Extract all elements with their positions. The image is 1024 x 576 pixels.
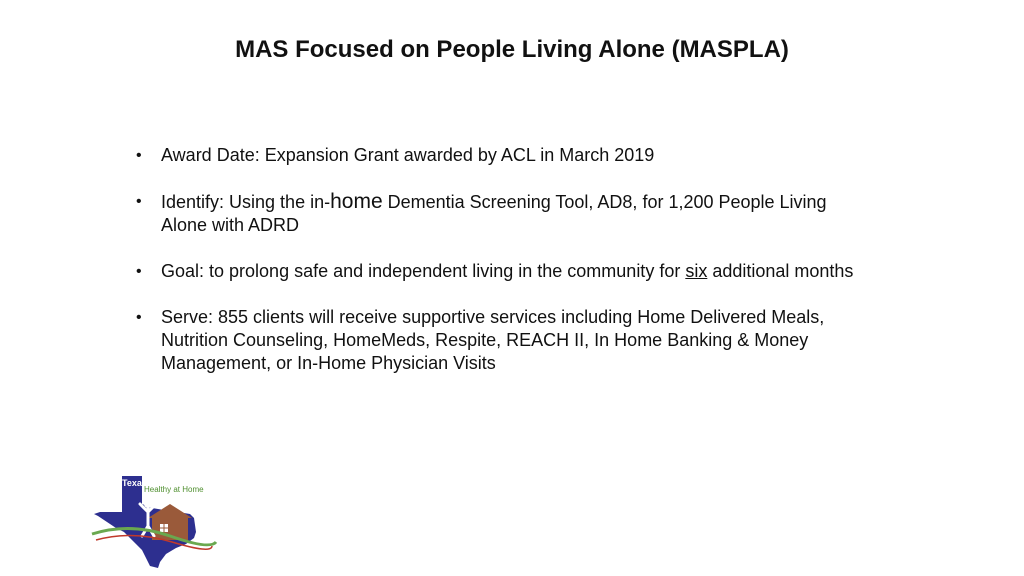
- bullet-award: [136, 144, 856, 167]
- bullet-dot-icon: •: [136, 263, 142, 280]
- texas-healthy-at-home-logo: [90, 474, 220, 570]
- bullet-dot-icon: •: [136, 193, 142, 210]
- slide-title: MAS Focused on People Living Alone (MASPLA): [235, 36, 789, 63]
- bullet-dot-icon: •: [136, 309, 142, 326]
- bullet-goal-six: six: [685, 261, 708, 281]
- bullet-goal-prefix: Goal: to prolong safe and independent living in the community for: [161, 261, 686, 281]
- bullet-identify-prefix: Identify: Using the in-: [161, 192, 331, 212]
- bullet-identify-suffix: Dementia Screening Tool, AD8, for 1,200 People Living Alone with ADRD: [161, 192, 827, 235]
- logo-texas-text: Texas: [122, 478, 147, 488]
- texas-map-icon: [90, 474, 220, 570]
- bullet-award-text: Award Date: Expansion Grant awarded by ACL in March 2019: [161, 145, 655, 165]
- logo-healthy-at-home-text: Healthy at Home: [144, 485, 204, 494]
- bullet-dot-icon: •: [136, 147, 142, 164]
- bullet-goal: [136, 260, 856, 283]
- bullet-goal-suffix: additional months: [707, 261, 854, 281]
- bullet-serve: [136, 306, 856, 375]
- bullet-list: [136, 144, 856, 398]
- bullet-identify-home: home: [330, 190, 383, 213]
- bullet-identify: [136, 190, 856, 237]
- bullet-serve-text: Serve: 855 clients will receive supportive services including Home Delivered Meals, Nutrition Counseling, HomeMeds, Respite, REACH II, In Home Banking & Money Management, or In-Home Physician Visits: [161, 307, 825, 373]
